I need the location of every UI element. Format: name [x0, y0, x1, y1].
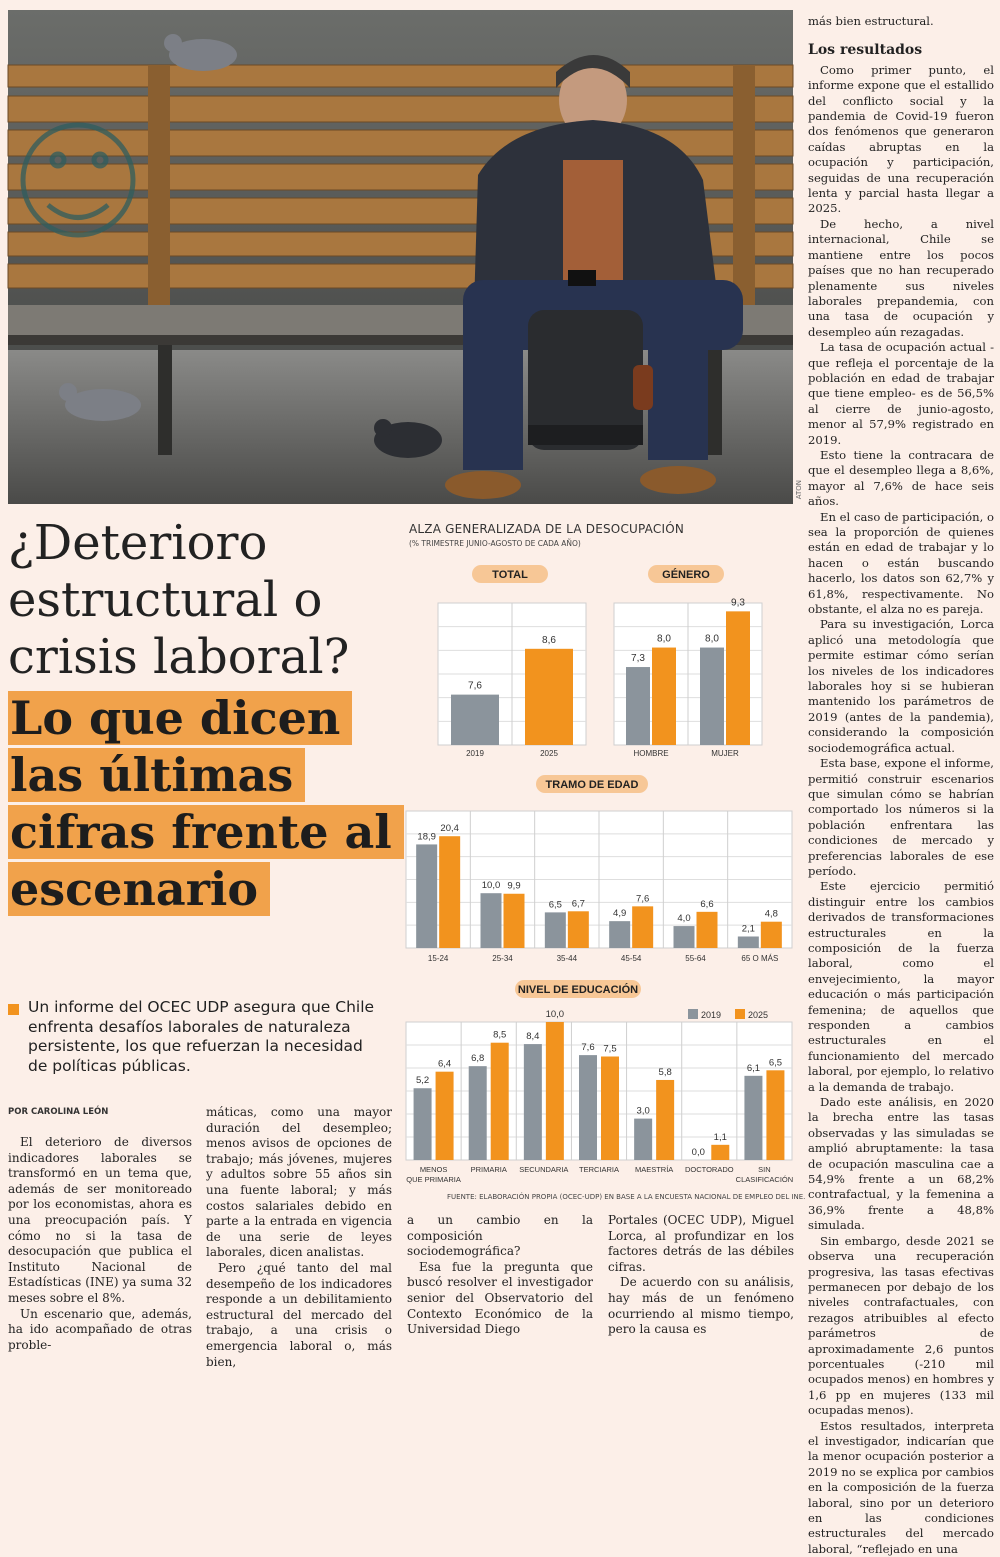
- category-label: TERCIARIA: [578, 1165, 620, 1174]
- bar-age-35-44-2019: [545, 912, 566, 948]
- chart-source: FUENTE: ELABORACIÓN PROPIA (OCEC-UDP) EN BASE A LA ENCUESTA NACIONAL DE EMPLEO DEL INE.: [447, 1193, 806, 1201]
- body-column-4: [608, 1213, 794, 1338]
- bar-value-label: 10,0: [545, 1009, 565, 1020]
- bar-value-label: 7,6: [636, 893, 650, 905]
- bar-age-55-64-2025: [697, 912, 718, 948]
- body-column-right: [808, 14, 994, 1557]
- bar-value-label: 9,3: [731, 597, 745, 609]
- bar-value-label: 5,2: [415, 1075, 430, 1087]
- bar-age-15-24-2019: [416, 844, 437, 948]
- body-column-3: [407, 1213, 593, 1338]
- bar-education-1-2025: [491, 1043, 509, 1160]
- bar-education-3-2019: [579, 1055, 597, 1160]
- photo-credit: ATON: [795, 480, 803, 500]
- bar-age-25-34-2025: [504, 894, 525, 948]
- bar-value-label: 20,4: [440, 823, 459, 835]
- bar-value-label: 9,9: [507, 880, 521, 892]
- bar-value-label: 6,1: [746, 1062, 761, 1074]
- body-paragraph: Pero ¿qué tanto del mal desempeño de los indicadores responde a un debilitamiento estructural del mercado del trabajo, a una crisis o emergencia laboral o, más bien,: [206, 1260, 392, 1369]
- headline-highlight: escenario: [8, 862, 270, 916]
- category-label: MUJER: [711, 749, 739, 758]
- body-paragraph: Esa fue la pregunta que buscó resolver el investigador senior del Observatorio del Contexto Económico de la Universidad Diego: [407, 1259, 593, 1337]
- body-column-2: [206, 1105, 392, 1370]
- body-paragraph: Sin embargo, desde 2021 se observa una recuperación progresiva, las tasas efectivas permanecen por debajo de los niveles contrafactuales, con rezagos atribuibles al efecto parámetros de aproximadamente 2,6 puntos porcentuales (-210 mil ocupados menos) en hombres y 1,6 pp en mujeres (133 mil ocupadas menos).: [808, 1233, 994, 1418]
- category-label: HOMBRE: [633, 749, 669, 758]
- bar-gender-HOMBRE-2019: [626, 667, 650, 745]
- category-label: 35-44: [556, 954, 578, 963]
- category-label: 15-24: [427, 954, 449, 963]
- headline-highlighted: [8, 690, 408, 918]
- body-paragraph: máticas, como una mayor duración del desempleo; menos avisos de opciones de trabajo; más jóvenes, mujeres y adultos sobre 55 años sin una fuente laboral; y más costos salariales debido en parte a la entrada en vigencia de una serie de leyes laborales, dicen analistas.: [206, 1105, 392, 1260]
- bar-gender-HOMBRE-2025: [652, 648, 676, 745]
- headline-highlight: Lo que dicen: [8, 691, 352, 745]
- category-label: CLASIFICACIÓN: [735, 1175, 794, 1184]
- bar-value-label: 8,0: [705, 633, 719, 645]
- bar-value-label: 0,0: [691, 1147, 705, 1158]
- bar-age-65 O MÁS-2019: [738, 936, 759, 948]
- category-label: SIN: [758, 1165, 771, 1174]
- bar-value-label: 8,4: [526, 1031, 540, 1043]
- body-paragraph: Portales (OCEC UDP), Miguel Lorca, al profundizar en los factores detrás de las débiles cifras.: [608, 1213, 794, 1274]
- news-photo: [8, 10, 793, 504]
- category-label: DOCTORADO: [684, 1165, 734, 1174]
- body-paragraph: En el caso de participación, o sea la proporción de quienes están en edad de trabajar y lo hacen o están buscando hacerlo, los datos son 62,7% y 61,8%, respectivamente. No obstante, el alza no es pareja.: [808, 509, 994, 617]
- bar-value-label: 8,0: [657, 633, 671, 645]
- bar-education-0-2019: [414, 1088, 432, 1160]
- bar-value-label: 4,9: [613, 908, 627, 920]
- bar-total-2019: [451, 695, 499, 745]
- category-label: 45-54: [620, 954, 642, 963]
- education-title: NIVEL DE EDUCACIÓN: [517, 984, 639, 996]
- body-paragraph: Un escenario que, además, ha ido acompañado de otras proble-: [8, 1306, 192, 1352]
- bar-education-5-2025: [711, 1145, 729, 1160]
- body-paragraph: Dado este análisis, en 2020 la brecha entre las tasas observadas y las simuladas se amplió abruptamente: la tasa de ocupación masculina cae a 54,9% frente a un 68,2% contrafactual, y la femenina a 36,9% frente a 48,8% simulada.: [808, 1095, 994, 1233]
- legend-label: 2025: [748, 1010, 769, 1020]
- bar-value-label: 7,5: [603, 1043, 617, 1055]
- bar-education-2-2019: [524, 1044, 542, 1160]
- headline-highlight: las últimas: [8, 748, 305, 802]
- bar-value-label: 18,9: [417, 831, 436, 843]
- bar-value-label: 1,1: [713, 1131, 727, 1143]
- body-paragraph: La tasa de ocupación actual -que refleja el porcentaje de la población en edad de trabajar que tiene empleo- es de 56,5% al cierre de junio-agosto, menor al 57,9% registrado en 2019.: [808, 340, 994, 447]
- total-title: TOTAL: [492, 569, 528, 581]
- category-label: 65 O MÁS: [741, 954, 779, 963]
- headline-line: crisis laboral?: [8, 629, 350, 685]
- deck-text: Un informe del OCEC UDP asegura que Chile enfrenta desafíos laborales de naturaleza persistente, los que refuerzan la necesidad de políticas públicas.: [28, 998, 375, 1075]
- category-label: 2019: [466, 749, 484, 758]
- body-paragraph: Esta base, expone el informe, permitió construir escenarios que simulan cómo se habrían comportado los números si la población enfrentara las condiciones de mercado y preferencias laborales de ese período.: [808, 756, 994, 878]
- body-paragraph: más bien estructural.: [808, 14, 934, 28]
- headline-line: ¿Deterioro: [8, 515, 268, 571]
- bar-education-4-2025: [656, 1080, 674, 1160]
- category-label: MAESTRÍA: [634, 1165, 674, 1174]
- bar-value-label: 4,0: [677, 913, 691, 925]
- chart-title: ALZA GENERALIZADA DE LA DESOCUPACIÓN: [409, 522, 685, 536]
- bar-education-6-2019: [744, 1076, 762, 1160]
- bar-value-label: 6,5: [548, 899, 562, 911]
- bar-value-label: 4,8: [764, 908, 778, 920]
- bar-value-label: 2,1: [741, 923, 755, 935]
- bar-age-25-34-2019: [481, 893, 502, 948]
- legend-swatch-2019: [688, 1009, 698, 1019]
- bar-value-label: 6,5: [768, 1057, 783, 1069]
- bar-value-label: 7,6: [581, 1042, 595, 1054]
- bar-value-label: 5,8: [658, 1066, 672, 1078]
- bar-gender-MUJER-2025: [726, 611, 750, 745]
- headline-line: estructural o: [8, 572, 323, 628]
- category-label: 25-34: [492, 954, 513, 963]
- body-paragraph: Esto tiene la contracara de que el desempleo llega a 8,6%, mayor al 7,6% de hace seis años.: [808, 447, 994, 509]
- body-paragraph: Estos resultados, interpreta el investigador, indicarían que la menor ocupación posterior a 2019 no se explica por cambios en la composición de la fuerza laboral, sino por un deterioro en las condiciones estructurales del mercado laboral, “reflejado en una: [808, 1418, 994, 1556]
- body-paragraph: Este ejercicio permitió distinguir entre los cambios derivados de transformaciones estructurales en la composición de la fuerza laboral, como el envejecimiento, la mayor educación o más participación femenina; de aquellos que responden a cambios estructurales en el funcionamiento del mercado laboral, por ejemplo, lo relativo a la demanda de trabajo.: [808, 879, 994, 1094]
- body-paragraph: El deterioro de diversos indicadores laborales se transformó en un tema que, además de ser monitoreado por los economistas, ahora es una preocupación país. Y cómo no si la tasa de desocupación que publica el Instituto Nacional de Estadísticas (INE) ya suma 32 meses sobre el 8%.: [8, 1135, 192, 1305]
- body-paragraph: a un cambio en la composición sociodemográfica?: [407, 1213, 593, 1259]
- bar-age-45-54-2025: [632, 906, 653, 948]
- category-label: SECUNDARIA: [519, 1165, 569, 1174]
- category-label: 2025: [540, 749, 558, 758]
- body-paragraph: Para su investigación, Lorca aplicó una metodología que permite estimar cómo serían los niveles de los indicadores laborales hoy si se hubieran mantenido los parámetros de 2019 (antes de la pandemia), considerando la composición sociodemográfica actual.: [808, 617, 994, 755]
- bar-age-55-64-2019: [674, 926, 695, 948]
- bar-age-45-54-2019: [609, 921, 630, 948]
- legend-label: 2019: [701, 1010, 722, 1020]
- headline-highlight: cifras frente al: [8, 805, 404, 859]
- headline-question: [8, 515, 398, 686]
- bar-education-0-2025: [436, 1072, 454, 1160]
- bar-value-label: 8,6: [542, 634, 556, 646]
- bar-value-label: 6,4: [437, 1058, 452, 1070]
- bar-age-35-44-2025: [568, 911, 589, 948]
- body-paragraph: De acuerdo con su análisis, hay más de un fenómeno ocurriendo al mismo tiempo, pero la causa es: [608, 1275, 794, 1337]
- article-deck: [8, 998, 378, 1076]
- bar-gender-MUJER-2019: [700, 648, 724, 745]
- body-paragraph: De hecho, a nivel internacional, Chile se mantiene entre los pocos países que no han recuperado plenamente sus niveles laborales prepandemia, con una tasa de ocupación y desempleo aún rezagadas.: [808, 216, 994, 339]
- bar-education-6-2025: [766, 1070, 784, 1160]
- bar-value-label: 3,0: [636, 1105, 650, 1117]
- body-paragraph: Como primer punto, el informe expone que el estallido del conflicto social y la pandemia de Covid-19 fueron dos fenómenos que generaron caídas abruptas en la ocupación y participación, seguidas de una recuperación lenta y parcial hasta llegar a 2025.: [808, 62, 994, 216]
- body-column-1: [8, 1135, 192, 1353]
- category-label: PRIMARIA: [470, 1165, 507, 1174]
- man-on-bench-photo: [8, 10, 793, 504]
- bar-education-1-2019: [469, 1066, 487, 1160]
- bar-education-2-2025: [546, 1022, 564, 1160]
- chart-subtitle: (% TRIMESTRE JUNIO-AGOSTO DE CADA AÑO): [409, 539, 581, 548]
- unemployment-chart: [398, 555, 798, 1195]
- bar-age-15-24-2025: [439, 836, 460, 948]
- bar-value-label: 6,8: [471, 1053, 485, 1065]
- bar-value-label: 6,7: [571, 898, 585, 910]
- bar-education-3-2025: [601, 1057, 619, 1161]
- section-heading: Los resultados: [808, 42, 923, 59]
- bar-total-2025: [525, 649, 573, 745]
- bar-value-label: 8,5: [493, 1029, 507, 1041]
- category-label: MENOS: [419, 1165, 448, 1174]
- age-title: TRAMO DE EDAD: [545, 779, 639, 791]
- bar-age-65 O MÁS-2025: [761, 922, 782, 948]
- bar-value-label: 7,3: [631, 653, 645, 665]
- bar-value-label: 10,0: [481, 880, 501, 892]
- category-label: 55-64: [685, 954, 706, 963]
- bar-value-label: 7,6: [468, 680, 482, 692]
- byline: POR CAROLINA LEÓN: [8, 1107, 109, 1117]
- legend-swatch-2025: [735, 1009, 745, 1019]
- gender-title: GÉNERO: [662, 569, 710, 581]
- bar-value-label: 6,6: [700, 898, 714, 910]
- bar-education-4-2019: [634, 1119, 652, 1160]
- deck-bullet-icon: [8, 1004, 19, 1015]
- category-label: QUE PRIMARIA: [406, 1175, 461, 1184]
